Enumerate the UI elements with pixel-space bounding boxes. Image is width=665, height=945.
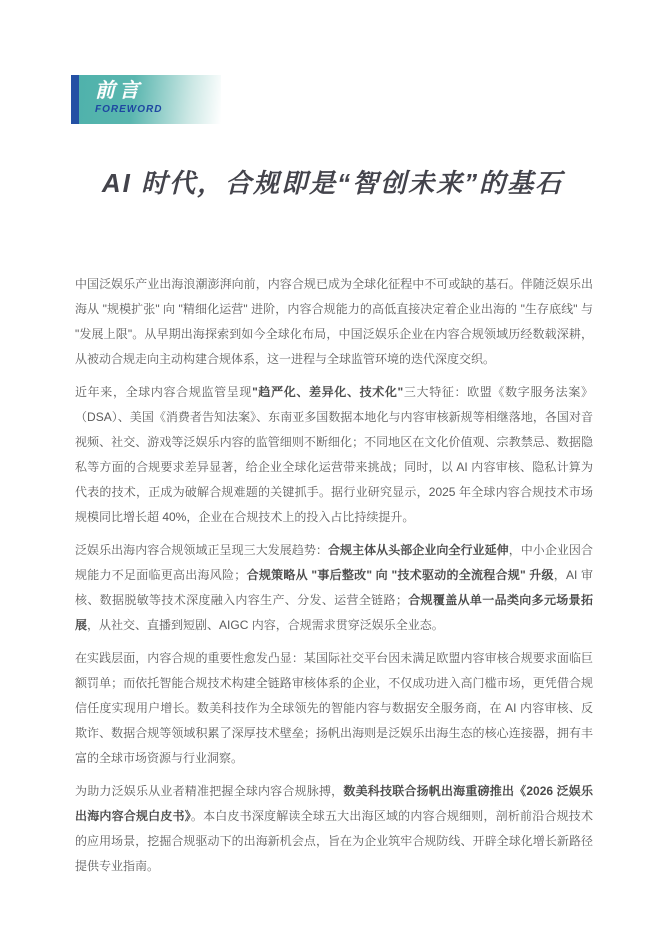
paragraph-segment: ，从社交、直播到短剧、AIGC 内容，合规需求贯穿泛娱乐全业态。 <box>87 618 444 632</box>
paragraph <box>75 538 593 638</box>
foreword-body <box>75 272 593 887</box>
paragraph-segment: ，中小企业因合规能力不足面临更高出海风险； <box>75 543 593 582</box>
badge-accent-bar <box>71 75 79 124</box>
paragraph-bold-segment: 合规主体从头部企业向全行业延伸 <box>327 543 509 557</box>
paragraph-bold-segment: 数美科技联合扬帆出海重磅推出《2026 泛娱乐出海内容合规白皮书》 <box>75 784 594 823</box>
paragraph <box>75 779 593 879</box>
paragraph <box>75 380 593 530</box>
paragraph-segment: 近年来，全球内容合规监管呈现 <box>75 385 253 399</box>
badge-gradient-panel <box>79 75 221 124</box>
paragraph-segment: 中国泛娱乐产业出海浪潮澎湃向前，内容合规已成为全球化征程中不可或缺的基石。伴随泛娱乐出海从 "规模扩张" 向 "精细化运营" 进阶，内容合规能力的高低直接决定着企业出海的 "生存底线" 与 "发展上限"。从早期出海探索到如今全球化布局，中国泛娱乐企业在内容合规领域历经数载深耕，从被动合规走向主动构建合规体系，这一进程与全球监管环境的迭代深度交织。 <box>75 277 593 366</box>
paragraph-bold-segment: 合规策略从 "事后整改" 向 "技术驱动的全流程合规" 升级 <box>246 568 554 582</box>
foreword-badge <box>71 75 221 124</box>
paragraph <box>75 646 593 771</box>
paragraph-segment: 为助力泛娱乐从业者精准把握全球内容合规脉搏， <box>75 784 344 798</box>
paragraph-segment: 泛娱乐出海内容合规领域正呈现三大发展趋势： <box>75 543 328 557</box>
paragraph-bold-segment: 合规覆盖从单一品类向多元场景拓展 <box>75 593 593 632</box>
paragraph-segment: 三大特征：欧盟《数字服务法案》（DSA）、美国《消费者告知法案》、东南亚多国数据本地化与内容审核新规等相继落地，各国对音视频、社交、游戏等泛娱乐内容的监管细则不断细化；不同地区在文化价值观、宗教禁忌、数据隐私等方面的合规要求差异显著，给企业全球化运营带来挑战；同时，以 AI 内容审核、隐私计算为代表的技术，正成为破解合规难题的关键抓手。据行业研究显示，2025 年全球内容合规技术市场规模同比增长超 40%，企业在合规技术上的投入占比持续提升。 <box>75 385 593 524</box>
paragraph-segment: 在实践层面，内容合规的重要性愈发凸显：某国际社交平台因未满足欧盟内容审核合规要求面临巨额罚单；而依托智能合规技术构建全链路审核体系的企业，不仅成功进入高门槛市场，更凭借合规信任度实现用户增长。数美科技作为全球领先的智能内容与数据安全服务商，在 AI 内容审核、反欺诈、数据合规等领域积累了深厚技术壁垒；扬帆出海则是泛娱乐出海生态的核心连接器，拥有丰富的全球市场资源与行业洞察。 <box>75 651 593 765</box>
paragraph-bold-segment: "趋严化、差异化、技术化" <box>252 385 404 399</box>
paragraph <box>75 272 593 372</box>
badge-title-cn: 前言 <box>95 80 143 102</box>
badge-title-en: FOREWORD <box>95 104 163 115</box>
paragraph-segment: 。本白皮书深度解读全球五大出海区域的内容合规细则，剖析前沿合规技术的应用场景，挖掘合规驱动下的出海新机会点，旨在为企业筑牢合规防线、开辟全球化增长新路径提供专业指南。 <box>75 809 593 873</box>
page-title: AI 时代，合规即是“智创未来”的基石 <box>101 168 564 198</box>
paragraph-segment: ，AI 审核、数据脱敏等技术深度融入内容生产、分发、运营全链路； <box>75 568 593 607</box>
